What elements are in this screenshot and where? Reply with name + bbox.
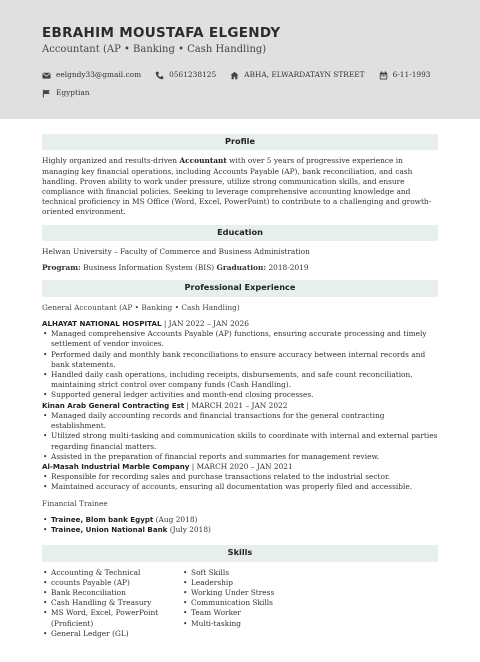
trainee-title: Trainee, Blom bank Egypt: [51, 514, 154, 524]
list-item: • Cash Handling & Treasury: [42, 598, 182, 608]
profile-summary: [42, 156, 438, 217]
list-item: • Team Worker: [182, 608, 322, 618]
candidate-title: Accountant (AP • Banking • Cash Handling): [42, 44, 267, 56]
list-item: • Leadership: [182, 578, 322, 588]
job-bullets: [42, 329, 438, 401]
email-contact[interactable]: [42, 70, 141, 80]
university-name: Helwan University – Faculty of Commerce and Business Administration: [42, 246, 310, 256]
phone-text: 0561238125: [169, 69, 217, 79]
job-bullets: [42, 472, 438, 492]
job-bullets: [42, 411, 438, 462]
graduation-value: 2018-2019: [266, 263, 309, 273]
skills-column-1: [42, 568, 182, 640]
experience-section: [42, 280, 438, 535]
program-value: Business Information System (BIS): [80, 263, 217, 273]
skills-section: [42, 545, 438, 639]
phone-icon: [155, 71, 164, 80]
list-item: • Performed daily and monthly bank reconciliations to ensure accuracy between internal records and bank statements.: [42, 350, 438, 370]
education-section: [42, 225, 438, 274]
skills-column-2: [182, 568, 322, 640]
list-item: • Multi-tasking: [182, 619, 322, 629]
home-icon: [230, 71, 239, 80]
skills-columns: [42, 568, 438, 640]
list-item: • Soft Skills: [182, 568, 322, 578]
contact-row-2: [42, 88, 438, 98]
trainee-list: [42, 515, 438, 535]
graduation-label: Graduation:: [216, 263, 267, 273]
program-line: [42, 263, 438, 273]
experience-role: General Accountant (AP • Banking • Cash Handling): [42, 302, 240, 312]
job-dates: | JAN 2022 – JAN 2026: [161, 318, 249, 328]
nationality-text: Egyptian: [56, 88, 90, 98]
list-item: • Assisted in the preparation of financial reports and summaries for management review.: [42, 452, 438, 462]
profile-role-bold: Accountant: [179, 156, 227, 166]
list-item: • Handled daily cash operations, including receipts, disbursements, and safe count reconciliation, maintaining strict control over company funds (Cash Handling).: [42, 370, 438, 390]
resume-body: [0, 119, 480, 639]
list-item: • Maintained accuracy of accounts, ensuring all documentation was properly filed and accessible.: [42, 482, 438, 492]
list-item: • ccounts Payable (AP): [42, 578, 182, 588]
job-dates: | MARCH 2020 – JAN 2021: [189, 461, 293, 471]
job-header: [42, 401, 438, 411]
job-header: [42, 319, 438, 329]
list-item: • Working Under Stress: [182, 588, 322, 598]
company-name: ALHAYAT NATIONAL HOSPITAL: [42, 318, 162, 328]
address-contact: [230, 70, 364, 80]
list-item: • Responsible for recording sales and purchase transactions related to the industrial sector.: [42, 472, 438, 482]
program-label: Program:: [42, 263, 81, 273]
profile-text-start: Highly organized and results-driven: [42, 156, 180, 166]
education-heading: Education: [42, 225, 438, 241]
skills-heading: Skills: [42, 545, 438, 561]
list-item: • Managed comprehensive Accounts Payable (AP) functions, ensuring accurate processing and timely settlement of vendor invoices.: [42, 329, 438, 349]
contact-row: [42, 70, 438, 80]
job-dates: | MARCH 2021 – JAN 2022: [184, 400, 288, 410]
list-item: • MS Word, Excel, PowerPoint (Proficient): [42, 608, 182, 628]
list-item: [42, 525, 438, 535]
job-entry: [42, 462, 438, 493]
trainee-label: Financial Trainee: [42, 498, 108, 508]
trainee-date: (Aug 2018): [153, 514, 198, 524]
profile-text-rest: with over 5 years of progressive experience in managing key financial operations, including Accounts Payable (AP), bank reconciliation, and cash handling. Proven ability to work under pressure, utilize strong communication skills, and ensure compliance with financial policies. Seeking to leverage comprehensive accounting knowledge and technical proficiency in MS Office (Word, Excel, PowerPoint) to contribute to a challenging and growth-oriented environment.: [42, 156, 432, 217]
birthday-text: 6-11-1993: [392, 69, 431, 79]
job-entry: [42, 401, 438, 462]
job-header: [42, 462, 438, 472]
list-item: • Bank Reconciliation: [42, 588, 182, 598]
profile-heading: Profile: [42, 134, 438, 150]
list-item: • Supported general ledger activities and month-end closing processes.: [42, 390, 438, 400]
list-item: [42, 515, 438, 525]
calendar-icon: [379, 71, 388, 80]
trainee-title: Trainee, Union National Bank: [51, 525, 168, 535]
list-item: • General Ledger (GL): [42, 629, 182, 639]
flag-icon: [42, 89, 51, 98]
list-item: • Accounting & Technical: [42, 568, 182, 578]
company-name: Al-Masah Industrial Marble Company: [42, 461, 190, 471]
resume-header: [0, 0, 480, 119]
birthday-contact: [379, 70, 431, 80]
list-item: • Managed daily accounting records and financial transactions for the general contracting establishment.: [42, 411, 438, 431]
profile-section: [42, 134, 438, 218]
candidate-name: EBRAHIM MOUSTAFA ELGENDY: [42, 25, 281, 41]
nationality-contact: [42, 88, 90, 98]
job-entry: [42, 319, 438, 401]
list-item: • Communication Skills: [182, 598, 322, 608]
trainee-date: (July 2018): [167, 525, 211, 535]
address-text: ABHA, ELWARDATAYN STREET: [244, 69, 365, 79]
company-name: Kinan Arab General Contracting Est: [42, 400, 185, 410]
email-text: eelgndy33@gmail.com: [56, 69, 142, 79]
mail-icon: [42, 71, 51, 80]
experience-heading: Professional Experience: [42, 280, 438, 296]
phone-contact[interactable]: [155, 70, 216, 80]
list-item: • Utilized strong multi-tasking and communication skills to coordinate with internal and external parties regarding financial matters.: [42, 431, 438, 451]
